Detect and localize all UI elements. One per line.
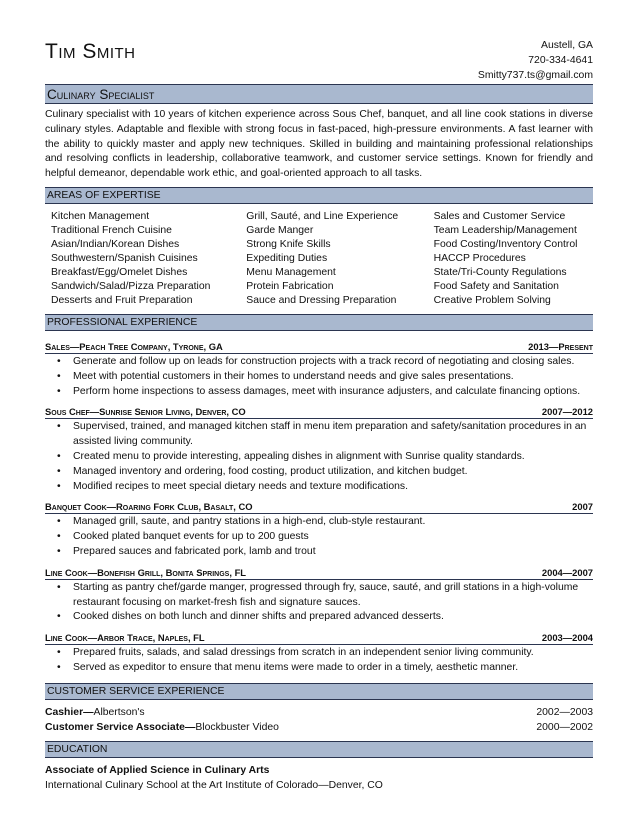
education-school: International Culinary School at the Art Institute of Colorado—Denver, CO <box>45 780 383 792</box>
expertise-column-2 <box>246 210 433 308</box>
resume-header <box>45 0 593 84</box>
cs-dates: 2000—2002 <box>536 721 593 733</box>
summary-paragraph: Culinary specialist with 10 years of kitchen experience across Sous Chef, banquet, and all line cook stations in diverse culinary styles. Adaptable and flexible with strong focus in fast-paced, high-pressure environments. A fast learner with the ability to quickly master and apply new techniques. Skilled in building and maintaining professional relationships and resolving conflicts in leadership, collaborative teamwork, and customer service settings. Known for friendly and helpful demeanor, dependable work ethic, and goal-oriented approach to all tasks. <box>45 109 593 180</box>
cs-role: Customer Service Associate <box>45 721 185 733</box>
job-bullet: • Created menu to provide interesting, appealing dishes in alignment with Sunrise quality standards. <box>45 450 593 465</box>
expertise-item: Menu Management <box>246 266 336 278</box>
expertise-heading: AREAS OF EXPERTISE <box>45 187 593 204</box>
job-bullets <box>45 581 593 625</box>
job-bullet: • Prepared fruits, salads, and salad dressings from scratch in an independent senior living community. <box>45 646 593 661</box>
job-dates: 2007—2012 <box>541 406 593 418</box>
expertise-item: Grill, Sauté, and Line Experience <box>246 210 399 222</box>
contact-phone: 720-334-4641 <box>528 55 593 66</box>
job-title: Line Cook—Arbor Trace, Naples, FL <box>45 632 205 644</box>
job-bullet: • Managed grill, saute, and pantry stations in a high-end, club-style restaurant. <box>45 515 593 530</box>
expertise-item: Traditional French Cuisine <box>51 224 172 236</box>
expertise-list <box>45 210 593 308</box>
job-entry <box>45 500 593 559</box>
expertise-item: Garde Manger <box>246 224 314 236</box>
expertise-item: Sauce and Dressing Preparation <box>246 294 397 306</box>
expertise-item: Breakfast/Egg/Omelet Dishes <box>51 266 188 278</box>
job-title: Sales—Peach Tree Company, Tyrone, GA <box>45 340 223 352</box>
job-entry <box>45 340 593 399</box>
customer-service-heading: CUSTOMER SERVICE EXPERIENCE <box>45 683 593 700</box>
customer-service-list <box>45 706 593 736</box>
job-header <box>45 566 593 580</box>
cs-employer: Blockbuster Video <box>195 721 279 733</box>
contact-info <box>478 38 593 83</box>
job-dates: 2004—2007 <box>541 566 593 578</box>
expertise-item: State/Tri-County Regulations <box>433 266 567 278</box>
expertise-item: Southwestern/Spanish Cuisines <box>51 252 198 264</box>
expertise-item: Expediting Duties <box>246 252 328 264</box>
expertise-item: Food Safety and Sanitation <box>433 280 559 292</box>
expertise-item: Creative Problem Solving <box>433 294 551 306</box>
job-header <box>45 631 593 645</box>
education-heading: EDUCATION <box>45 741 593 758</box>
resume-page <box>45 0 593 794</box>
job-bullet: • Modified recipes to meet special dietary needs and texture modifications. <box>45 480 593 495</box>
job-bullet: • Meet with potential customers in their homes to understand needs and give sales presentations. <box>45 370 593 385</box>
job-title: Sous Chef—Sunrise Senior Living, Denver, CO <box>45 406 246 418</box>
job-entry <box>45 631 593 676</box>
expertise-item: Desserts and Fruit Preparation <box>51 294 193 306</box>
job-title: Banquet Cook—Roaring Fork Club, Basalt, CO <box>45 501 253 513</box>
job-bullet: • Prepared sauces and fabricated pork, lamb and trout <box>45 545 593 560</box>
job-dates: 2007 <box>572 501 593 513</box>
job-bullet: • Cooked dishes on both lunch and dinner shifts and prepared advanced desserts. <box>45 610 593 625</box>
title-band: Culinary Specialist <box>45 84 593 104</box>
customer-service-row: Customer Service Associate—Blockbuster Video 2000—2002 <box>45 721 593 736</box>
expertise-item: Kitchen Management <box>51 210 150 222</box>
customer-service-row: Cashier—Albertson's 2002—2003 <box>45 706 593 721</box>
expertise-item: Food Costing/Inventory Control <box>433 238 578 250</box>
education-entry <box>45 764 593 794</box>
expertise-column-1 <box>51 210 246 308</box>
job-bullets <box>45 515 593 559</box>
cs-dates: 2002—2003 <box>536 706 593 718</box>
expertise-item: HACCP Procedures <box>433 252 526 264</box>
job-bullets <box>45 646 593 676</box>
job-dates: 2013—Present <box>528 340 593 352</box>
expertise-item: Asian/Indian/Korean Dishes <box>51 238 180 250</box>
job-header <box>45 500 593 514</box>
contact-location: Austell, GA <box>541 40 593 51</box>
cs-employer: Albertson's <box>93 706 145 718</box>
job-bullet: • Supervised, trained, and managed kitchen staff in menu item preparation and safety/sanitation procedures in an assisted living community. <box>45 420 593 450</box>
education-degree: Associate of Applied Science in Culinary Arts <box>45 765 270 777</box>
expertise-item: Sales and Customer Service <box>433 210 566 222</box>
job-bullets <box>45 355 593 399</box>
candidate-name: Tim Smith <box>45 40 136 63</box>
job-title: Line Cook—Bonefish Grill, Bonita Springs, FL <box>45 566 247 578</box>
job-bullet: • Cooked plated banquet events for up to 200 guests <box>45 530 593 545</box>
job-bullet: • Served as expeditor to ensure that menu items were made to order in a timely, aesthetic manner. <box>45 661 593 676</box>
job-entry <box>45 566 593 625</box>
job-bullet: • Managed inventory and ordering, food costing, product utilization, and kitchen budget. <box>45 465 593 480</box>
contact-email[interactable]: Smitty737.ts@gmail.com <box>477 70 593 81</box>
job-bullets <box>45 420 593 494</box>
job-header <box>45 405 593 419</box>
job-bullet: • Generate and follow up on leads for construction projects with a track record of negotiating and closing sales. <box>45 355 593 370</box>
cs-role: Cashier <box>45 706 84 718</box>
expertise-column-3 <box>434 210 593 308</box>
expertise-item: Team Leadership/Management <box>433 224 577 236</box>
expertise-item: Sandwich/Salad/Pizza Preparation <box>51 280 211 292</box>
experience-heading: PROFESSIONAL EXPERIENCE <box>45 314 593 331</box>
job-bullet: • Perform home inspections to assess damages, meet with insurance adjusters, and calculate financing options. <box>45 385 593 400</box>
job-entry <box>45 405 593 494</box>
job-bullet: • Starting as pantry chef/garde manger, progressed through fry, sauce, sauté, and grill stations in a high-volume restaurant focusing on market-fresh fish and signature sauces. <box>45 581 593 611</box>
job-dates: 2003—2004 <box>541 632 593 644</box>
job-header <box>45 340 593 354</box>
expertise-item: Protein Fabrication <box>246 280 334 292</box>
expertise-item: Strong Knife Skills <box>246 238 331 250</box>
